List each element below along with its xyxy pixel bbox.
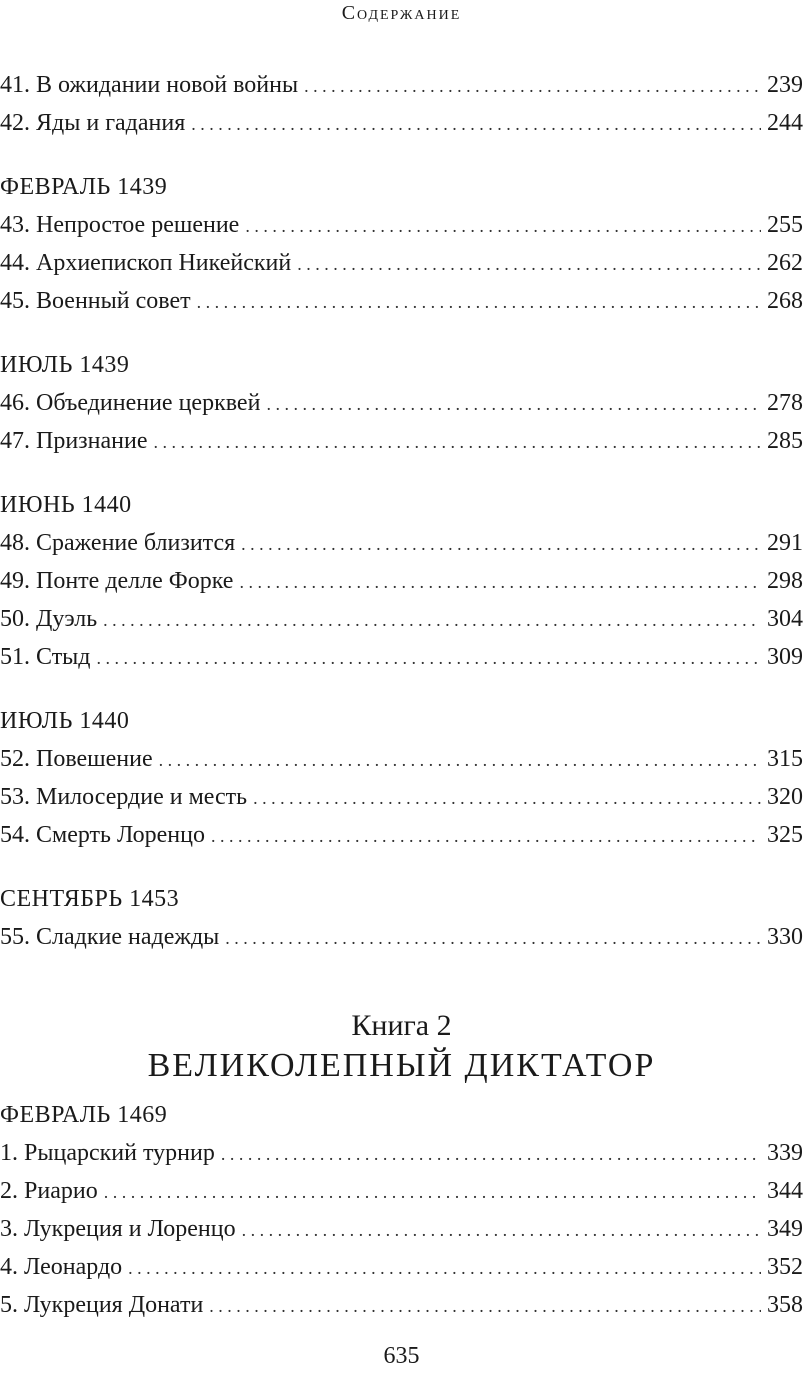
dot-leader [297, 245, 761, 283]
dot-leader [245, 207, 761, 245]
toc-entry[interactable] [0, 918, 803, 956]
toc-entry[interactable] [0, 638, 803, 676]
toc-entry-page: 255 [767, 212, 803, 238]
dot-leader [97, 639, 761, 677]
toc-entry-title: 1. Рыцарский турнир [0, 1140, 215, 1166]
toc-entry-title: 2. Риарио [0, 1178, 98, 1204]
section-heading: ФЕВРАЛЬ 1439 [0, 174, 168, 200]
toc-entry[interactable] [0, 282, 803, 320]
book-heading [0, 1008, 803, 1088]
dot-leader [191, 105, 761, 143]
dot-leader [221, 1135, 761, 1173]
toc-entry[interactable] [0, 740, 803, 778]
toc-entry-page: 268 [767, 288, 803, 314]
running-head: Содержание [341, 2, 462, 24]
toc-entry[interactable] [0, 384, 803, 422]
toc-entry-title: 4. Леонардо [0, 1254, 123, 1280]
toc-entry-title: 5. Лукреция Донати [0, 1292, 204, 1318]
toc-entry-page: 358 [767, 1292, 803, 1318]
toc-entry-page: 285 [767, 428, 803, 454]
toc-entry-page: 320 [767, 784, 803, 810]
dot-leader [104, 1173, 761, 1211]
dot-leader [225, 919, 761, 957]
section-heading: ИЮЛЬ 1439 [0, 352, 130, 378]
dot-leader [242, 1211, 761, 1249]
toc-entry-page: 262 [767, 250, 803, 276]
dot-leader [197, 283, 761, 321]
toc-entry-title: 46. Объединение церквей [0, 390, 261, 416]
dot-leader [266, 385, 761, 423]
toc-entry-title: 51. Стыд [0, 644, 91, 670]
toc-entry[interactable] [0, 1286, 803, 1324]
toc-entry-page: 339 [767, 1140, 803, 1166]
dot-leader [154, 423, 762, 461]
dot-leader [103, 601, 761, 639]
book-title: ВЕЛИКОЛЕПНЫЙ ДИКТАТОР [147, 1047, 656, 1084]
toc-entry[interactable] [0, 1210, 803, 1248]
toc-entry[interactable] [0, 524, 803, 562]
book-number: Книга 2 [351, 1009, 452, 1042]
toc-entry-title: 43. Непростое решение [0, 212, 240, 238]
toc-entry-title: 53. Милосердие и месть [0, 784, 248, 810]
toc-entry-page: 330 [767, 924, 803, 950]
toc-entry-title: 48. Сражение близится [0, 530, 236, 556]
toc-entry-page: 344 [767, 1178, 803, 1204]
section-heading: ФЕВРАЛЬ 1469 [0, 1102, 168, 1128]
toc-entry[interactable] [0, 66, 803, 104]
toc-entry-title: 45. Военный совет [0, 288, 191, 314]
toc-entry-title: 50. Дуэль [0, 606, 98, 632]
section-heading: ИЮНЬ 1440 [0, 492, 132, 518]
toc-entry-page: 352 [767, 1254, 803, 1280]
toc-entry-page: 291 [767, 530, 803, 556]
section-heading: СЕНТЯБРЬ 1453 [0, 886, 180, 912]
toc-entry-page: 349 [767, 1216, 803, 1242]
toc-entry-title: 54. Смерть Лоренцо [0, 822, 205, 848]
toc-entry[interactable] [0, 244, 803, 282]
toc-entry-page: 315 [767, 746, 803, 772]
toc-entry-title: 42. Яды и гадания [0, 110, 186, 136]
dot-leader [159, 741, 761, 779]
dot-leader [211, 817, 761, 855]
toc-entry[interactable] [0, 206, 803, 244]
toc-entry-title: 41. В ожидании новой войны [0, 72, 299, 98]
dot-leader [304, 67, 761, 105]
toc-entry-page: 325 [767, 822, 803, 848]
toc-entry-page: 278 [767, 390, 803, 416]
dot-leader [253, 779, 761, 817]
toc-entry[interactable] [0, 1134, 803, 1172]
toc-entry-title: 3. Лукреция и Лоренцо [0, 1216, 236, 1242]
toc-entry-title: 49. Понте делле Форке [0, 568, 234, 594]
toc-entry-title: 52. Повешение [0, 746, 153, 772]
toc-entry[interactable] [0, 104, 803, 142]
toc-entry-title: 47. Признание [0, 428, 148, 454]
page-number: 635 [383, 1343, 420, 1369]
toc-entry-page: 304 [767, 606, 803, 632]
toc-entry-title: 44. Архиепископ Никейский [0, 250, 292, 276]
toc-entry[interactable] [0, 422, 803, 460]
toc-entry-page: 244 [767, 110, 803, 136]
section-heading: ИЮЛЬ 1440 [0, 708, 130, 734]
dot-leader [128, 1249, 761, 1287]
toc-entry[interactable] [0, 600, 803, 638]
toc-entry[interactable] [0, 816, 803, 854]
toc-entry[interactable] [0, 778, 803, 816]
toc-book2 [0, 1096, 803, 1324]
toc-entry-page: 239 [767, 72, 803, 98]
toc-entry[interactable] [0, 562, 803, 600]
toc-entry-page: 298 [767, 568, 803, 594]
dot-leader [241, 525, 761, 563]
toc-entry-title: 55. Сладкие надежды [0, 924, 220, 950]
toc-part1 [0, 66, 803, 956]
toc-entry-page: 309 [767, 644, 803, 670]
dot-leader [239, 563, 761, 601]
toc-entry[interactable] [0, 1248, 803, 1286]
toc-entry[interactable] [0, 1172, 803, 1210]
dot-leader [209, 1287, 761, 1325]
